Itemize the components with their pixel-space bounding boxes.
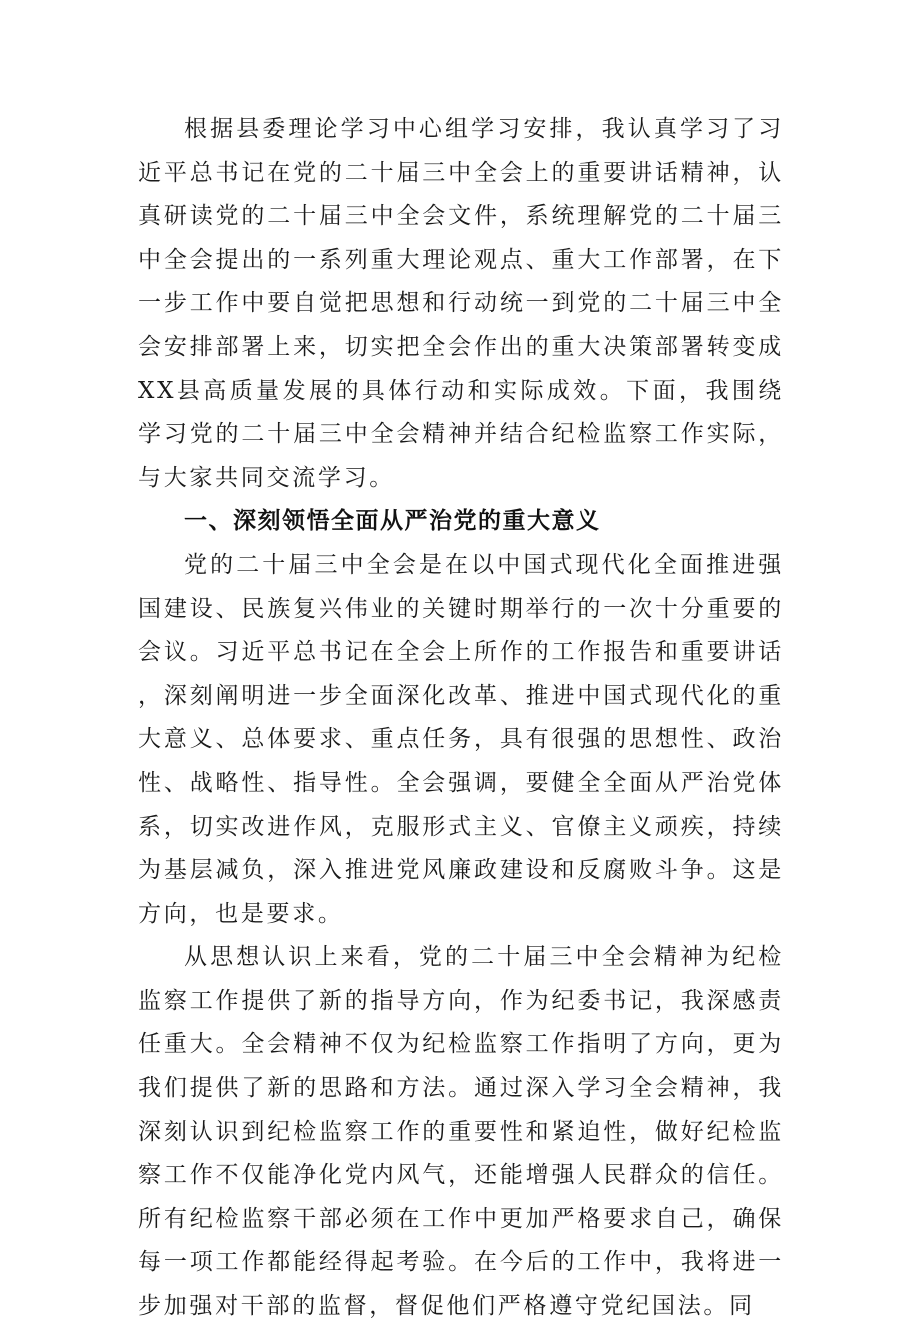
body-paragraph-1: 党的二十届三中全会是在以中国式现代化全面推进强国建设、民族复兴伟业的关键时期举行的一次十分重要的会议。习近平总书记在全会上所作的工作报告和重要讲话，深刻阐明进一步全面深化改革、推进中国式现代化的重大意义、总体要求、重点任务，具有很强的思想性、政治性、战略性、指导性。全会强调，要健全全面从严治党体系，切实改进作风，克服形式主义、官僚主义顽疾，持续为基层减负，深入推进党风廉政建设和反腐败斗争。这是方向，也是要求。 <box>138 551 784 927</box>
body-paragraph-2: 从思想认识上来看，党的二十届三中全会精神为纪检监察工作提供了新的指导方向，作为纪委书记，我深感责任重大。全会精神不仅为纪检监察工作指明了方向，更为我们提供了新的思路和方法。通过深入学习全会精神，我深刻认识到纪检监察工作的重要性和紧迫性，做好纪检监察工作不仅能净化党内风气，还能增强人民群众的信任。所有纪检监察干部必须在工作中更加严格要求自己，确保每一项工作都能经得起考验。在今后的工作中，我将进一步加强对干部的监督，督促他们严格遵守党纪国法。同 <box>138 944 784 1320</box>
section-heading-1: 一、深刻领悟全面从严治党的重大意义 <box>184 508 601 535</box>
intro-paragraph: 根据县委理论学习中心组学习安排，我认真学习了习近平总书记在党的二十届三中全会上的重要讲话精神，认真研读党的二十届三中全会文件，系统理解党的二十届三中全会提出的一系列重大理论观点、重大工作部署，在下一步工作中要自觉把思想和行动统一到党的二十届三中全会安排部署上来，切实把全会作出的重大决策部署转变成XX县高质量发展的具体行动和实际成效。下面，我围绕学习党的二十届三中全会精神并结合纪检监察工作实际，与大家共同交流学习。 <box>138 116 784 491</box>
document-body <box>138 108 784 1329</box>
